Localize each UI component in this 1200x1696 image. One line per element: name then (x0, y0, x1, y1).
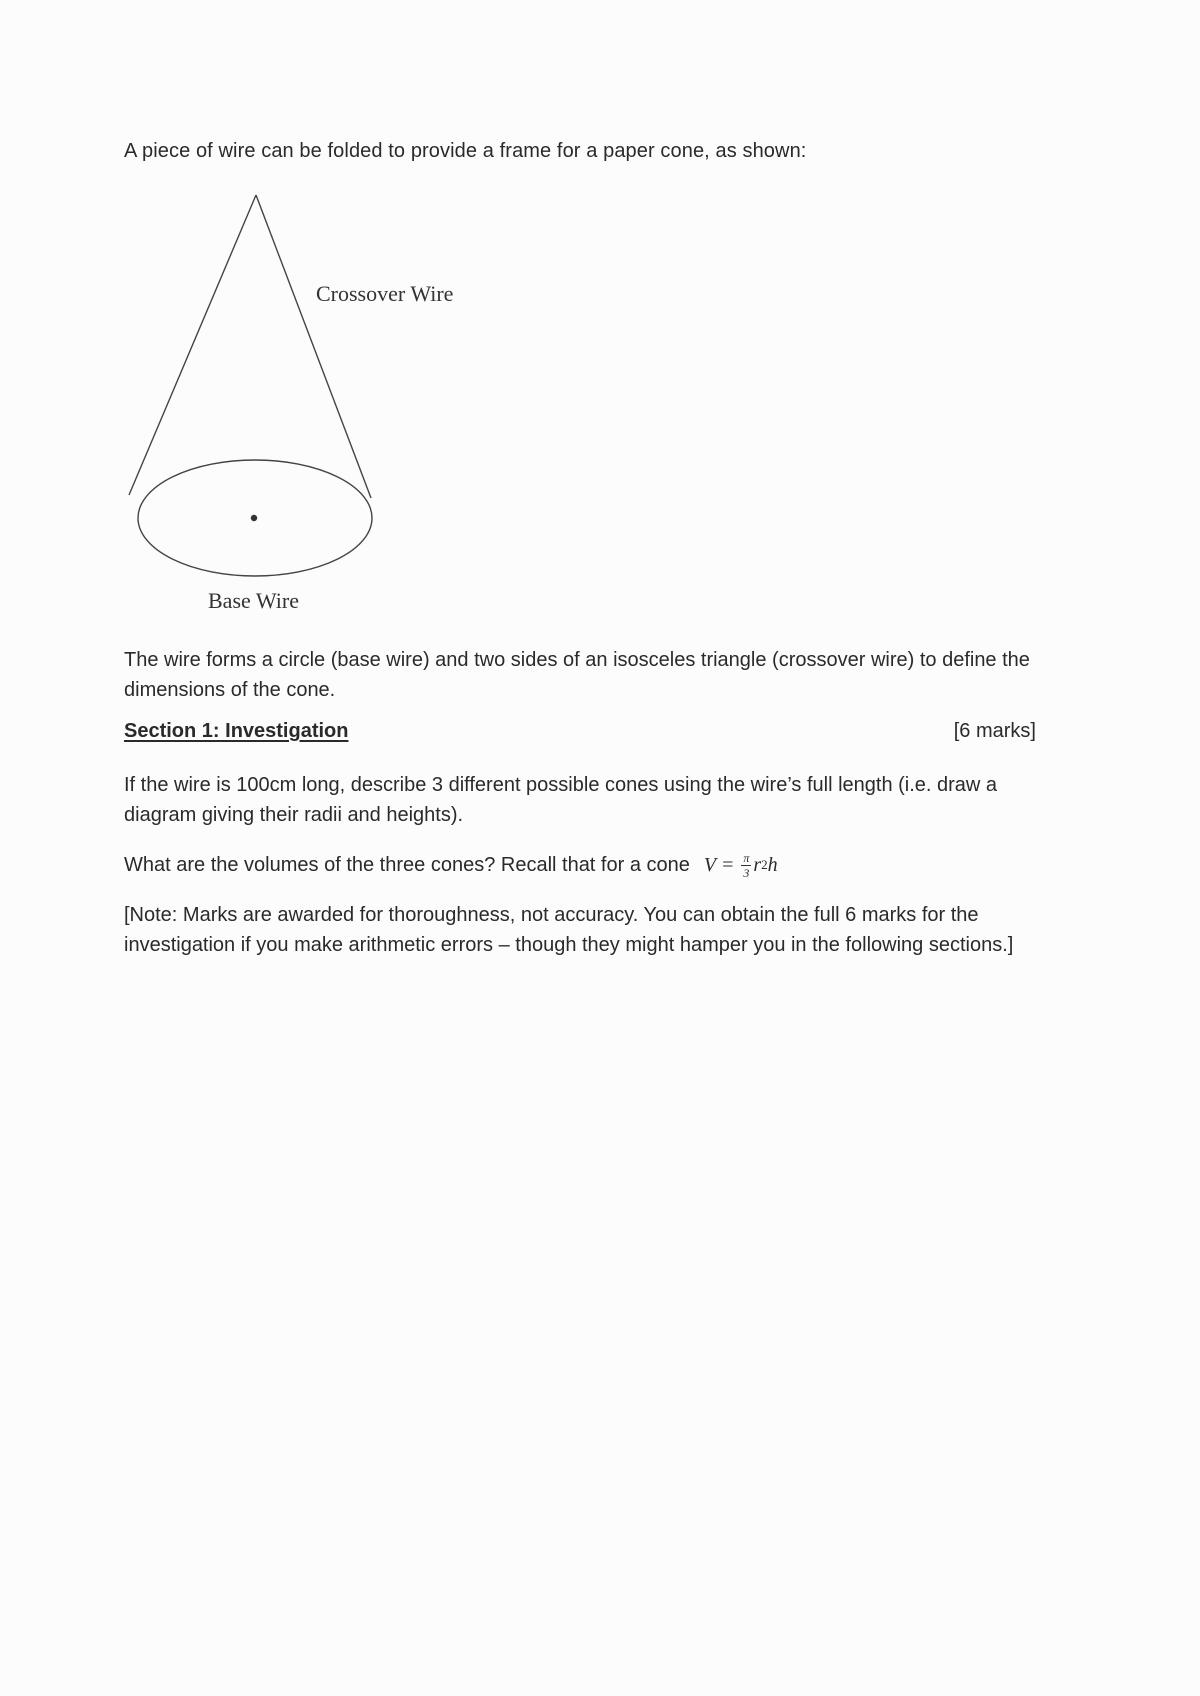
intro-text: A piece of wire can be folded to provide a frame for a paper cone, as shown: (124, 140, 807, 162)
base-center-dot (251, 515, 257, 521)
volume-question-text: What are the volumes of the three cones? Recall that for a cone (124, 854, 690, 876)
cone-diagram (120, 180, 540, 630)
crossover-wire-left (129, 195, 256, 495)
base-wire-label: Base Wire (208, 588, 299, 613)
formula-h: h (767, 854, 778, 876)
formula-denominator: 3 (743, 865, 750, 880)
formula-numerator: π (743, 850, 750, 865)
note-text: [Note: Marks are awarded for thoroughness, not accuracy. You can obtain the full 6 marks for the investigation if you make arithmetic errors – though they might hamper you in the following sections.] (124, 904, 1014, 956)
cone-volume-formula (704, 850, 778, 880)
formula-fraction (741, 852, 751, 879)
crossover-wire-right (256, 195, 371, 498)
formula-r: r (753, 854, 762, 876)
crossover-wire-label: Crossover Wire (316, 281, 454, 306)
formula-lhs: V (703, 854, 717, 876)
wire-description: The wire forms a circle (base wire) and two sides of an isosceles triangle (crossover wire) to define the dimensions of the cone. (124, 649, 1030, 701)
section-header (124, 720, 1036, 743)
formula-exponent: 2 (761, 857, 768, 872)
formula-equals: = (722, 854, 734, 876)
section-title: Section 1: Investigation (124, 720, 349, 742)
task-description: If the wire is 100cm long, describe 3 different possible cones using the wire’s full length (i.e. draw a diagram giving their radii and heights). (124, 774, 998, 826)
volume-question (124, 850, 1054, 880)
section-marks: [6 marks] (953, 720, 1036, 742)
cone-drawing (120, 180, 540, 630)
